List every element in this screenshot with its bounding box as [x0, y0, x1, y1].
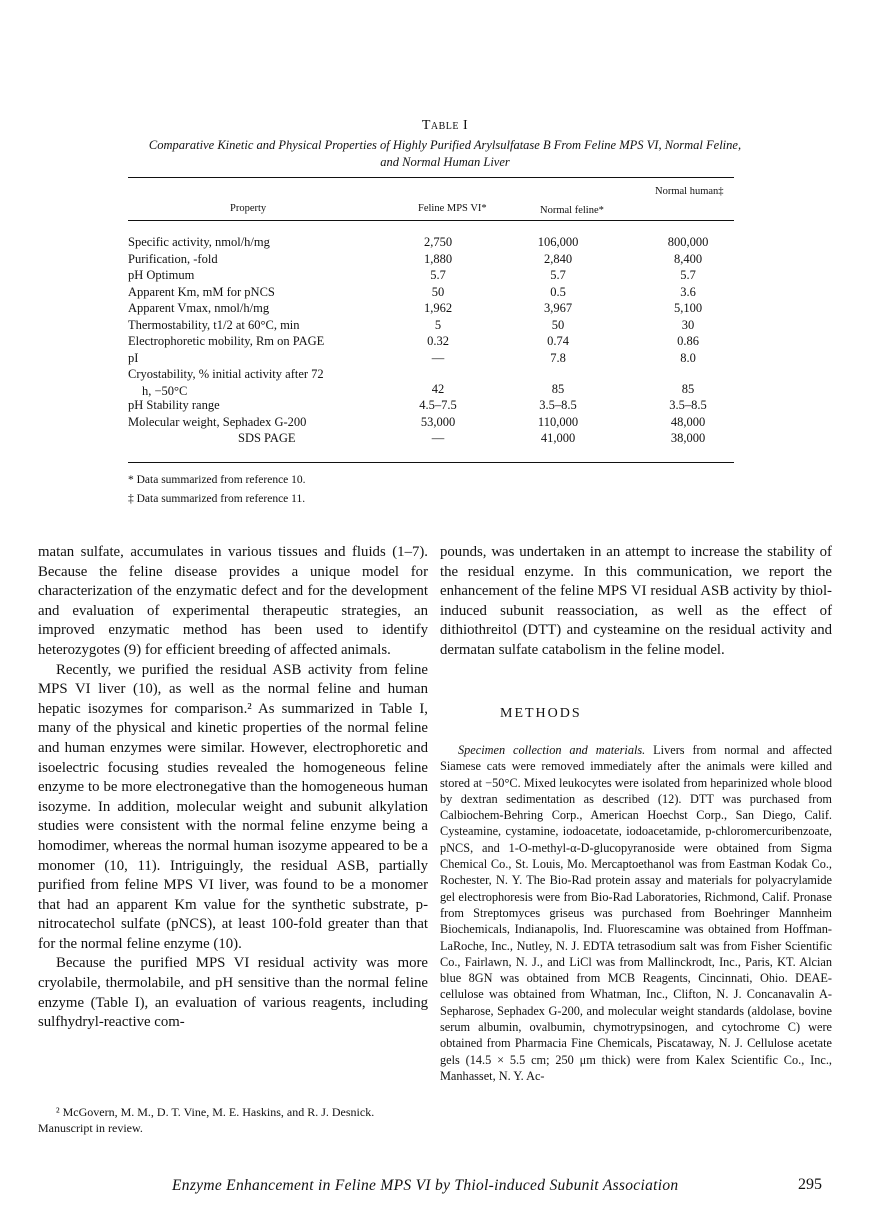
row-normal-feline: 3,967	[543, 301, 573, 315]
header-normal-human: Normal human‡	[655, 186, 724, 197]
row-normal-feline: 50	[551, 317, 565, 332]
table-header-rule	[128, 220, 734, 221]
row-normal-human: 3.6	[680, 284, 696, 299]
table-row	[128, 366, 734, 397]
table-row	[128, 251, 734, 268]
row-normal-human: 0.86	[677, 334, 699, 348]
row-normal-feline: 106,000	[537, 235, 579, 249]
row-property: pH Optimum	[128, 268, 195, 282]
row-property: Purification, -fold	[128, 251, 218, 266]
table-row	[128, 267, 734, 284]
table-row	[128, 430, 734, 447]
section-heading-methods: METHODS	[500, 706, 582, 721]
row-normal-human: 800,000	[667, 235, 709, 249]
table-row	[128, 333, 734, 350]
row-feline-mps-vi: —	[431, 431, 445, 445]
table-top-rule	[128, 177, 734, 178]
row-feline-mps-vi: 0.32	[427, 334, 449, 348]
table-row	[128, 234, 734, 251]
row-normal-feline: 7.8	[550, 350, 566, 365]
row-normal-human: 48,000	[670, 414, 706, 429]
row-property: Thermostability, t1/2 at 60°C, min	[128, 317, 300, 332]
row-property: Electrophoretic mobility, Rm on PAGE	[128, 334, 325, 348]
row-property: Apparent Vmax, nmol/h/mg	[128, 301, 270, 315]
header-property: Property	[230, 203, 267, 214]
row-normal-human: 85	[681, 382, 695, 396]
table-row	[128, 300, 734, 317]
row-feline-mps-vi: 53,000	[420, 414, 456, 429]
row-normal-feline: 85	[551, 382, 565, 396]
body-paragraph: Recently, we purified the residual ASB activity from feline MPS VI liver (10), as well as the normal feline and human hepatic isozymes for comparison.² As summarized in Table I, many of the physical and kinetic properties of the normal feline and human enzymes were similar. However, electrophoretic and isoelectric focusing studies revealed the homogeneous feline enzyme to be more electronegative than the homogeneous human isozyme. In addition, molecular weight and subunit alkylation studies were consistent with the normal feline enzyme being a homodimer, whereas the normal human isozyme appeared to be a monomer (10, 11). Intriguingly, the residual ASB, partially purified from feline MPS VI liver, was found to be a monomer that had an apparent Km value for the synthetic substrate, p-nitrocatechol sulfate (pNCS), at least 100-fold greater than that for the normal feline enzyme (10).	[38, 661, 428, 952]
row-normal-feline: 3.5–8.5	[539, 398, 577, 412]
row-feline-mps-vi: 5	[434, 317, 442, 332]
row-property	[128, 366, 324, 399]
table-footnote-2: ‡ Data summarized from reference 11.	[128, 493, 306, 505]
table-caption: Comparative Kinetic and Physical Properties of Highly Purified Arylsulfatase B From Feline MPS VI, Normal Feline, and Normal Human Liver	[148, 138, 742, 169]
row-feline-mps-vi: 42	[431, 382, 445, 396]
body-paragraph: matan sulfate, accumulates in various tissues and fluids (1–7). Because the feline disease provides a unique model for characterization of the enzymatic defect and for the development and evaluation of experimental therapeutic strategies, an improved enzymatic method has been used to identify heterozygotes (9) for efficient breeding of affected animals.	[38, 544, 428, 658]
row-feline-mps-vi: 1,880	[423, 251, 453, 266]
page-footnote: ² McGovern, M. M., D. T. Vine, M. E. Haskins, and R. J. Desnick. Manuscript in review.	[38, 1105, 375, 1135]
row-normal-human: 5,100	[673, 301, 703, 315]
methods-text: Livers from normal and affected Siamese cats were removed immediately after the animals were killed and stored at −50°C. Mixed leukocytes were isolated from heparinized whole blood by dextran sedimentation as described (12). DTT was purchased from Calbiochem-Behring Corp., American Hoechst Corp., San Diego, Calif. Cysteamine, cystamine, iodoacetate, iodoacetamide, p-chloromercuribenzoate, pNCS, and 1-O-methyl-α-D-glucopyranoside were obtained from Sigma Chemical Co., St. Louis, Mo. Mercaptoethanol was from Eastman Kodak Co., Rochester, N. Y. The Bio-Rad protein assay and materials for polyacrylamide gel electrophoresis were from Bio-Rad Laboratories, Richmond, Calif. Pronase from Streptomyces griseus was purchased from Boehringer Mannheim Biochemicals, Indianapolis, Ind. Fluorescamine was obtained from Hoffman-LaRoche, Inc., Nutley, N. J. EDTA tetrasodium salt was from Fisher Scientific Co., Fairlawn, N. J., and LiCl was from Mallinckrodt, Inc., Paris, KT. Alcian blue 8GN was obtained from MCB Reagents, Cincinnati, Ohio. DEAE-cellulose was obtained from Whatman, Inc., Clifton, N. J. Concanavalin A-Sepharose, Sephadex G-200, and molecular weight standards (aldolase, bovine serum albumin, ovalbumin, chymotrypsinogen, and cytochrome C) were obtained from Pharmacia Fine Chemicals, Piscataway, N. J. Cellulose acetate gels (14.5 × 5.5 cm; 250 μm thick) were from Kalex Scientific Co., Inc., Manhasset, N. Y. Ac-	[440, 743, 832, 1083]
table-row	[128, 284, 734, 301]
row-property: pI	[128, 350, 139, 365]
table-row	[128, 397, 734, 414]
row-normal-feline: 0.74	[547, 334, 569, 348]
running-head: Enzyme Enhancement in Feline MPS VI by Thiol-induced Subunit Association	[172, 1177, 679, 1194]
row-property: Apparent Km, mM for pNCS	[128, 284, 275, 299]
left-column	[38, 543, 428, 1033]
row-property-line1: Cryostability, % initial activity after 72	[128, 367, 324, 381]
body-paragraph: Because the purified MPS VI residual activity was more cryolabile, thermolabile, and pH sensitive than the normal feline enzyme (Table I), an evaluation of various reagents, including sulfhydryl-reactive com-	[38, 955, 428, 1031]
row-normal-feline: 41,000	[540, 431, 576, 445]
body-paragraph: pounds, was undertaken in an attempt to increase the stability of the residual enzyme. In this communication, we report the enhancement of the feline MPS VI residual ASB activity by thiol-induced subunit reassociation, as well as the effect of dithiothreitol (DTT) and cysteamine on the residual activity and dermatan sulfate catabolism in the feline model.	[440, 544, 832, 658]
row-property: SDS PAGE	[238, 431, 296, 445]
row-feline-mps-vi: —	[431, 350, 445, 365]
row-normal-human: 8.0	[680, 350, 696, 365]
row-feline-mps-vi: 2,750	[423, 235, 453, 249]
properties-table	[128, 234, 734, 447]
row-normal-human: 5.7	[680, 268, 696, 282]
row-feline-mps-vi: 1,962	[423, 301, 453, 315]
table-row	[128, 414, 734, 431]
row-normal-feline: 5.7	[550, 268, 566, 282]
row-normal-human: 38,000	[670, 431, 706, 445]
row-property-line2: h, −50°C	[142, 383, 188, 398]
table-row	[128, 317, 734, 334]
row-normal-feline: 110,000	[537, 414, 579, 429]
row-feline-mps-vi: 4.5–7.5	[419, 398, 457, 412]
row-normal-human: 8,400	[673, 251, 703, 266]
row-property: Specific activity, nmol/h/mg	[128, 235, 270, 249]
table-footnote-1: * Data summarized from reference 10.	[128, 474, 306, 486]
table-row	[128, 350, 734, 367]
row-normal-human: 3.5–8.5	[669, 398, 707, 412]
methods-paragraph	[440, 742, 832, 1084]
row-feline-mps-vi: 5.7	[430, 268, 446, 282]
header-feline-mps-vi: Feline MPS VI*	[418, 203, 487, 214]
row-feline-mps-vi: 50	[431, 284, 445, 299]
row-property: Molecular weight, Sephadex G-200	[128, 414, 307, 429]
table-bottom-rule	[128, 462, 734, 463]
table-title: Table I	[421, 118, 469, 133]
header-normal-feline: Normal feline*	[540, 205, 604, 216]
row-normal-feline: 2,840	[543, 251, 573, 266]
row-normal-human: 30	[681, 317, 695, 332]
right-column	[440, 543, 832, 661]
row-normal-feline: 0.5	[550, 284, 566, 299]
page-number: 295	[798, 1176, 822, 1193]
row-property: pH Stability range	[128, 398, 220, 412]
methods-subheading: Specimen collection and materials.	[458, 743, 646, 757]
